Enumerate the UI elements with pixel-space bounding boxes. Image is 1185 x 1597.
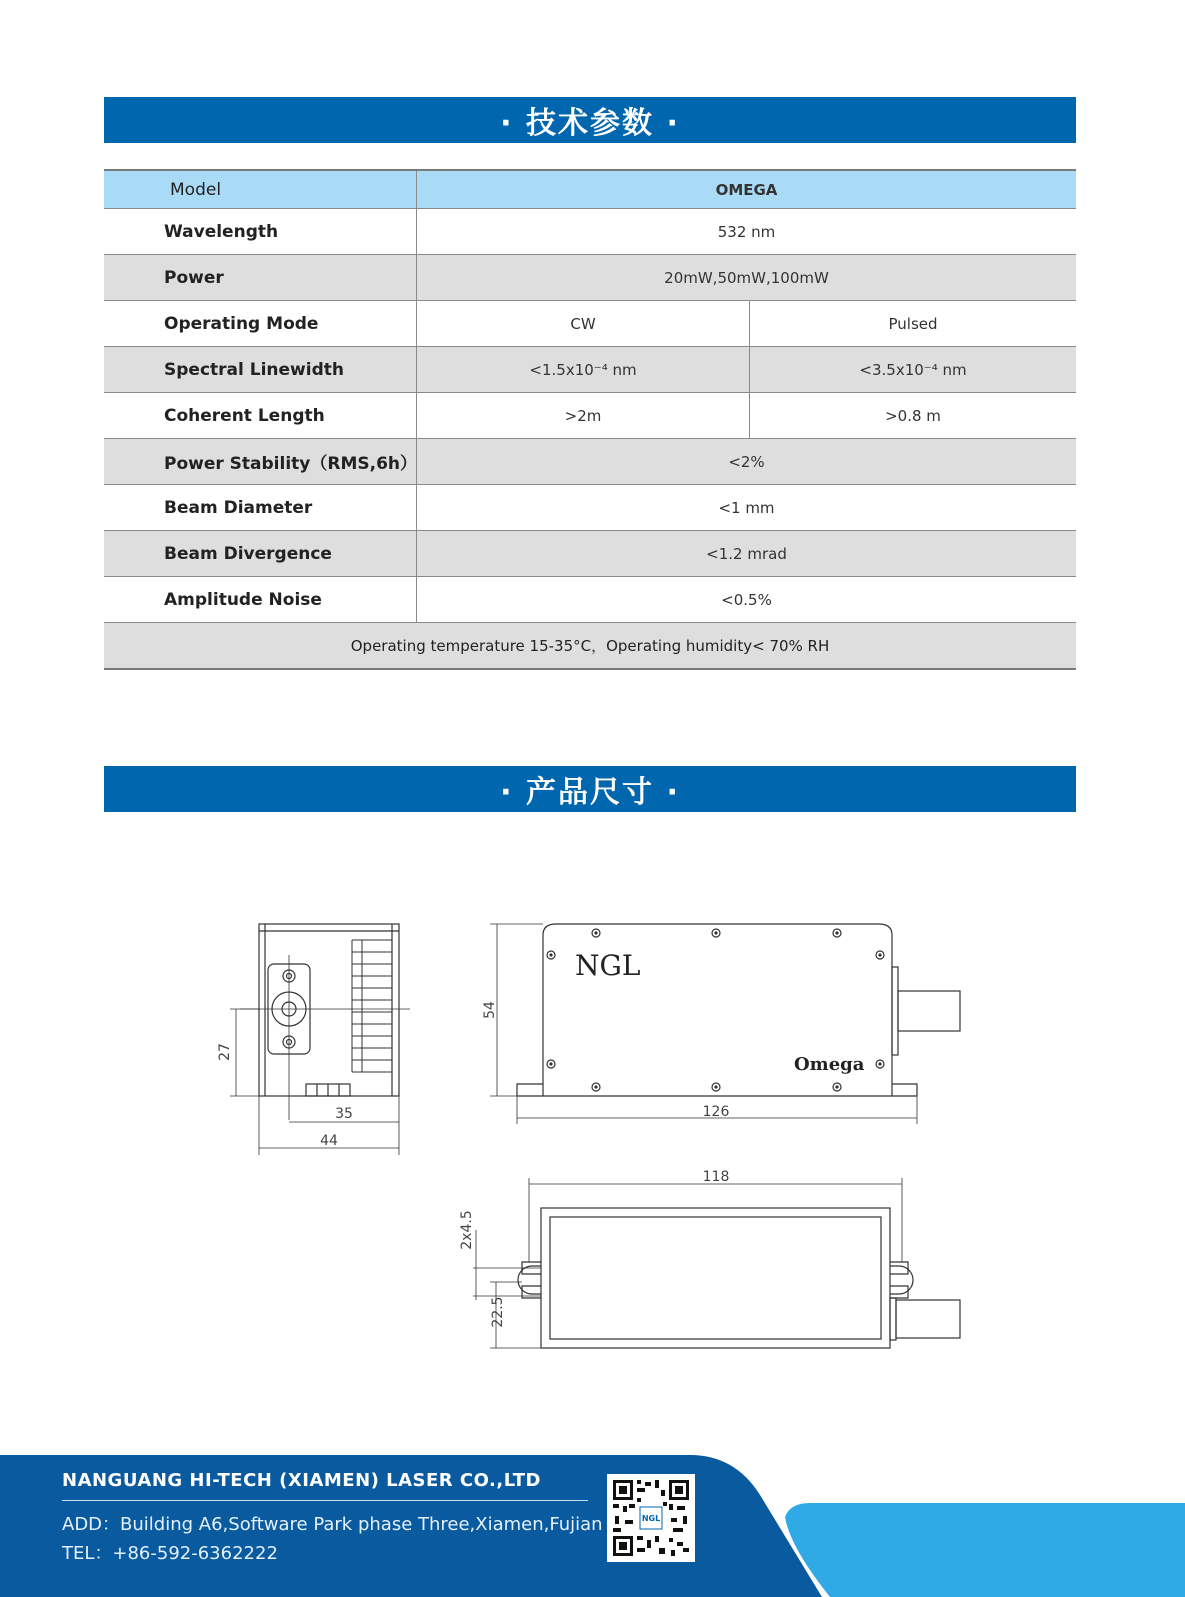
dim-side-width: 44 (320, 1133, 338, 1149)
front-view (490, 924, 960, 1124)
row-value-pulsed: >0.8 m (750, 393, 1077, 439)
company-phone: TEL：+86-592-6362222 (62, 1543, 278, 1564)
model-engraving: Omega (794, 1054, 865, 1075)
footer-divider (62, 1500, 588, 1501)
row-value-cw: <1.5x10⁻⁴ nm (417, 347, 750, 393)
row-label: Spectral Linewidth (104, 347, 417, 393)
brand-engraving: NGL (575, 949, 641, 982)
row-value-pulsed: <3.5x10⁻⁴ nm (750, 347, 1077, 393)
row-value-cw: CW (417, 301, 750, 347)
qr-logo-text: NGL (641, 1514, 661, 1523)
row-label: Amplitude Noise (104, 577, 417, 623)
row-label: Power (104, 255, 417, 301)
row-label: Beam Divergence (104, 531, 417, 577)
model-label: Model (104, 170, 417, 209)
qr-code[interactable] (607, 1474, 695, 1562)
dim-front-base: 126 (702, 1104, 730, 1120)
environment-note: Operating temperature 15-35°C，Operating humidity< 70% RH (104, 623, 1076, 670)
row-label: Wavelength (104, 209, 417, 255)
row-value: 532 nm (417, 209, 1077, 255)
company-name: NANGUANG HI-TECH (XIAMEN) LASER CO.,LTD (62, 1470, 541, 1491)
row-label: Coherent Length (104, 393, 417, 439)
row-label: Beam Diameter (104, 485, 417, 531)
qr-code-icon (607, 1474, 695, 1562)
model-value: OMEGA (417, 170, 1077, 209)
dim-side-inner-width: 35 (335, 1106, 353, 1122)
dim-front-height: 54 (482, 1001, 498, 1019)
dims-section-title: · 产品尺寸 · (500, 775, 680, 810)
row-value: 20mW,50mW,100mW (417, 255, 1077, 301)
side-view (230, 924, 410, 1155)
row-value: <1 mm (417, 485, 1077, 531)
company-address: ADD：Building A6,Software Park phase Three,Xiamen,Fujian (62, 1514, 603, 1535)
dim-top-slot: 2x4.5 (459, 1210, 475, 1250)
row-value-pulsed: Pulsed (750, 301, 1077, 347)
dim-top-offset: 22.5 (490, 1296, 506, 1328)
dim-top-length: 118 (702, 1169, 730, 1185)
row-value: <2% (417, 439, 1077, 485)
specs-section-title: · 技术参数 · (500, 106, 680, 141)
row-label: Power Stability（RMS,6h） (104, 439, 417, 485)
top-view (473, 1178, 960, 1348)
row-label: Operating Mode (104, 301, 417, 347)
row-value: <0.5% (417, 577, 1077, 623)
row-value: <1.2 mrad (417, 531, 1077, 577)
row-value-cw: >2m (417, 393, 750, 439)
dim-side-height: 27 (217, 1043, 233, 1061)
